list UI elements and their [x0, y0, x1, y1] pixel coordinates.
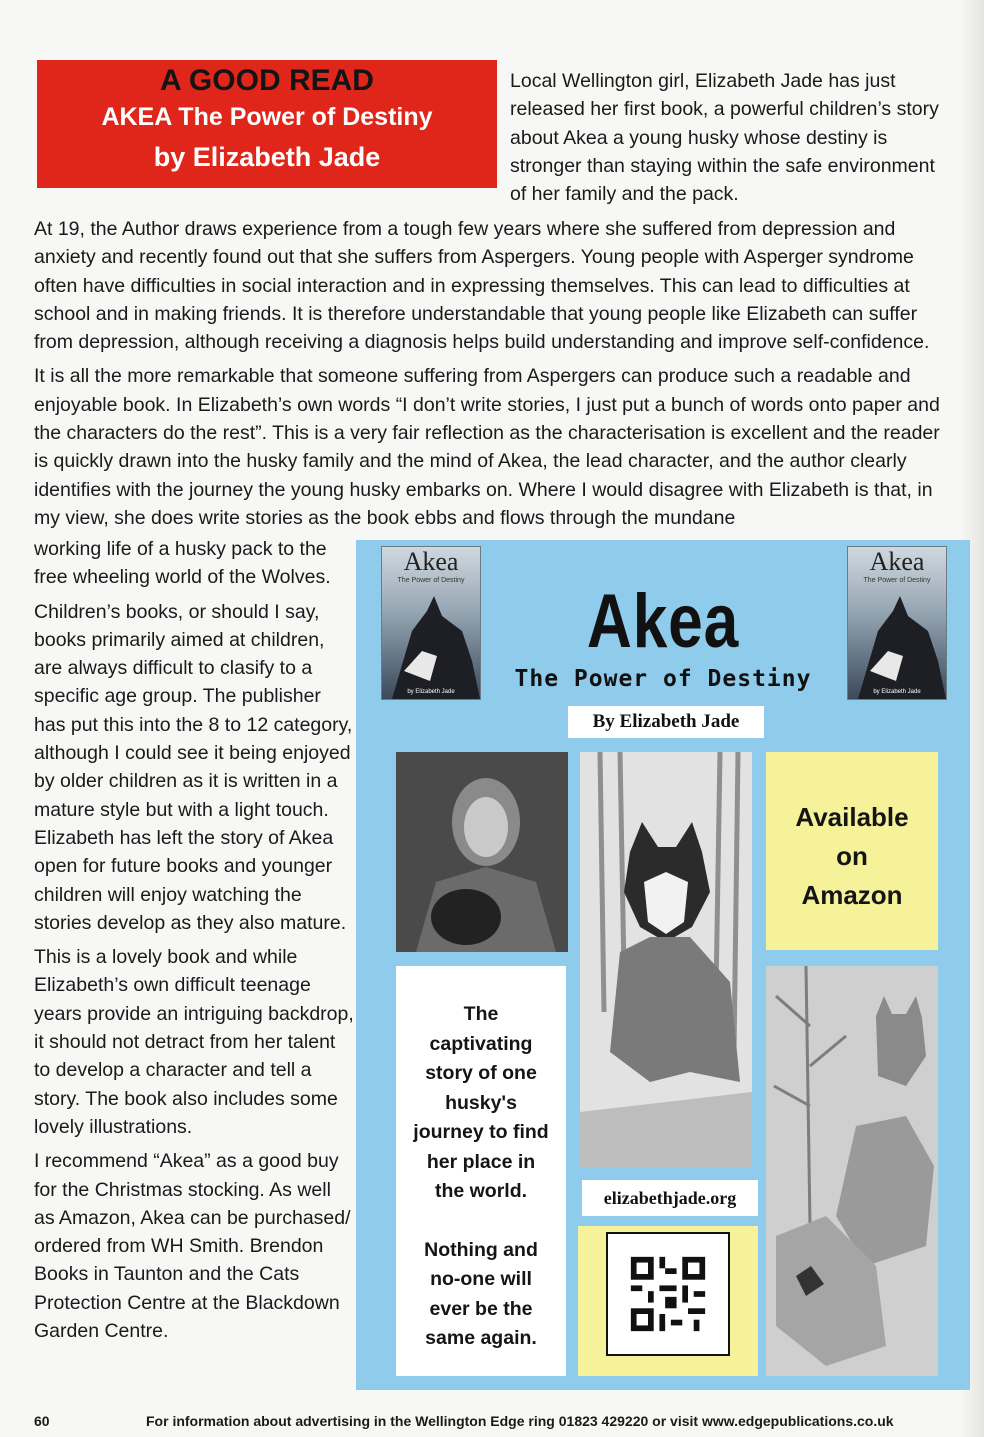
available-line-2: on [836, 841, 868, 871]
qr-code-frame [606, 1232, 730, 1356]
article-body-full [34, 215, 944, 538]
tagline-line: journey to find [413, 1121, 549, 1143]
tagline-line: Nothing and [424, 1238, 538, 1261]
wolves-drawing-icon [766, 966, 938, 1376]
tagline-line: no-one will [430, 1268, 532, 1290]
tagline-line: the world. [434, 1180, 528, 1202]
cover-title: Akea [403, 547, 459, 576]
cover-title: Akea [869, 547, 925, 576]
poster-byline: By Elizabeth Jade [568, 706, 764, 738]
available-on-amazon-box [766, 752, 938, 950]
website-label[interactable]: elizabethjade.org [582, 1180, 758, 1216]
tagline-line: captivating [429, 1032, 533, 1055]
footer-advertising-info: For information about advertising in the Wellington Edge ring 01823 429220 or visit www.edgepublications.co.uk [146, 1413, 894, 1429]
tagline-line: her place in [426, 1150, 536, 1173]
available-line-1: Available [795, 802, 909, 832]
cover-author: by Elizabeth Jade [873, 689, 921, 695]
poster-title: Akea [586, 579, 740, 664]
tagline-line: same again. [425, 1327, 537, 1349]
tagline-line: The [463, 1003, 499, 1025]
wolves-illustration [766, 966, 938, 1376]
husky-drawing-icon [580, 752, 752, 1168]
book-advert-poster [356, 540, 970, 1390]
article-paragraph-2: It is all the more remarkable that someone suffering from Aspergers can produce such a readable and enjoyable book. In Elizabeth’s own words “I don’t write stories, I just put a bunch of words onto paper and the characters do the rest”. This is a very fair reflection as the characterisation is excellent and the reader is quickly drawn into the husky family and the mind of Akea, the lead character, and the author clearly identifies with the journey the young husky embarks on. Where I would disagree with Elizabeth is that, in my view, she does write stories as the book ebbs and flows through the mundane [34, 365, 940, 529]
article-paragraph-5: I recommend “Akea” as a good buy for the Christmas stocking. As well as Amazon, Akea can be purchased/ ordered from WH Smith. Brendon Books in Taunton and the Cats Protection Centre at the Blackdown Garden Centre. [34, 1150, 351, 1343]
article-paragraph-3: Children’s books, or should I say, books primarily aimed at children, are always difficult to clasify to a specific age group. The publisher has put this into the 8 to 12 category, although I could see it being enjoyed by older children as it is written in a mature style but with a light touch. Elizabeth has left the story of Akea open for future books and younger children will enjoy watching the stories develop as they also mature. [34, 600, 353, 934]
article-paragraph-4: This is a lovely book and while Elizabeth’s own difficult teenage years provide an intriguing backdrop, it should not detract from her talent to develop a character and tell a story. The book also includes some lovely illustrations. [34, 946, 354, 1138]
article-intro [510, 67, 942, 214]
cover-author: by Elizabeth Jade [407, 689, 455, 695]
article-paragraph-2-continued: working life of a husky pack to the free wheeling world of the Wolves. [34, 538, 331, 589]
page-number: 60 [34, 1413, 50, 1429]
cover-subtitle: The Power of Destiny [863, 577, 931, 584]
qr-code-icon[interactable] [608, 1234, 728, 1354]
headline-box [37, 60, 497, 188]
author-photo [396, 752, 568, 952]
qr-code-panel [578, 1226, 758, 1376]
cover-subtitle: The Power of Destiny [397, 577, 465, 584]
headline-title: AKEA The Power of Destiny [101, 103, 433, 131]
tagline-line: husky's [445, 1091, 517, 1114]
author-portrait-icon [396, 752, 568, 952]
poster-subtitle: The Power of Destiny [514, 666, 812, 692]
tagline-box [396, 966, 566, 1376]
tagline-line: ever be the [429, 1297, 533, 1320]
available-line-3: Amazon [801, 880, 903, 910]
headline-author: by Elizabeth Jade [153, 142, 381, 172]
article-paragraph-1: At 19, the Author draws experience from a tough few years where she suffered from depression and anxiety and recently found out that she suffers from Aspergers. Young people with Asperger syndrome often have difficulties in social interaction and in expressing themselves. This can lead to difficulties at school and in making friends. It is therefore understandable that young people like Elizabeth can suffer from depression, although receiving a diagnosis helps build understanding and improve self-confidence. [34, 218, 930, 354]
intro-paragraph: Local Wellington girl, Elizabeth Jade has just released her first book, a powerful children’s story about Akea a young husky whose destiny is stronger than staying within the safe environment of her family and the pack. [510, 70, 939, 206]
article-body-left [34, 535, 356, 1351]
headline-kicker: A GOOD READ [160, 64, 374, 97]
husky-illustration [580, 752, 752, 1168]
tagline-line: story of one [425, 1062, 537, 1084]
